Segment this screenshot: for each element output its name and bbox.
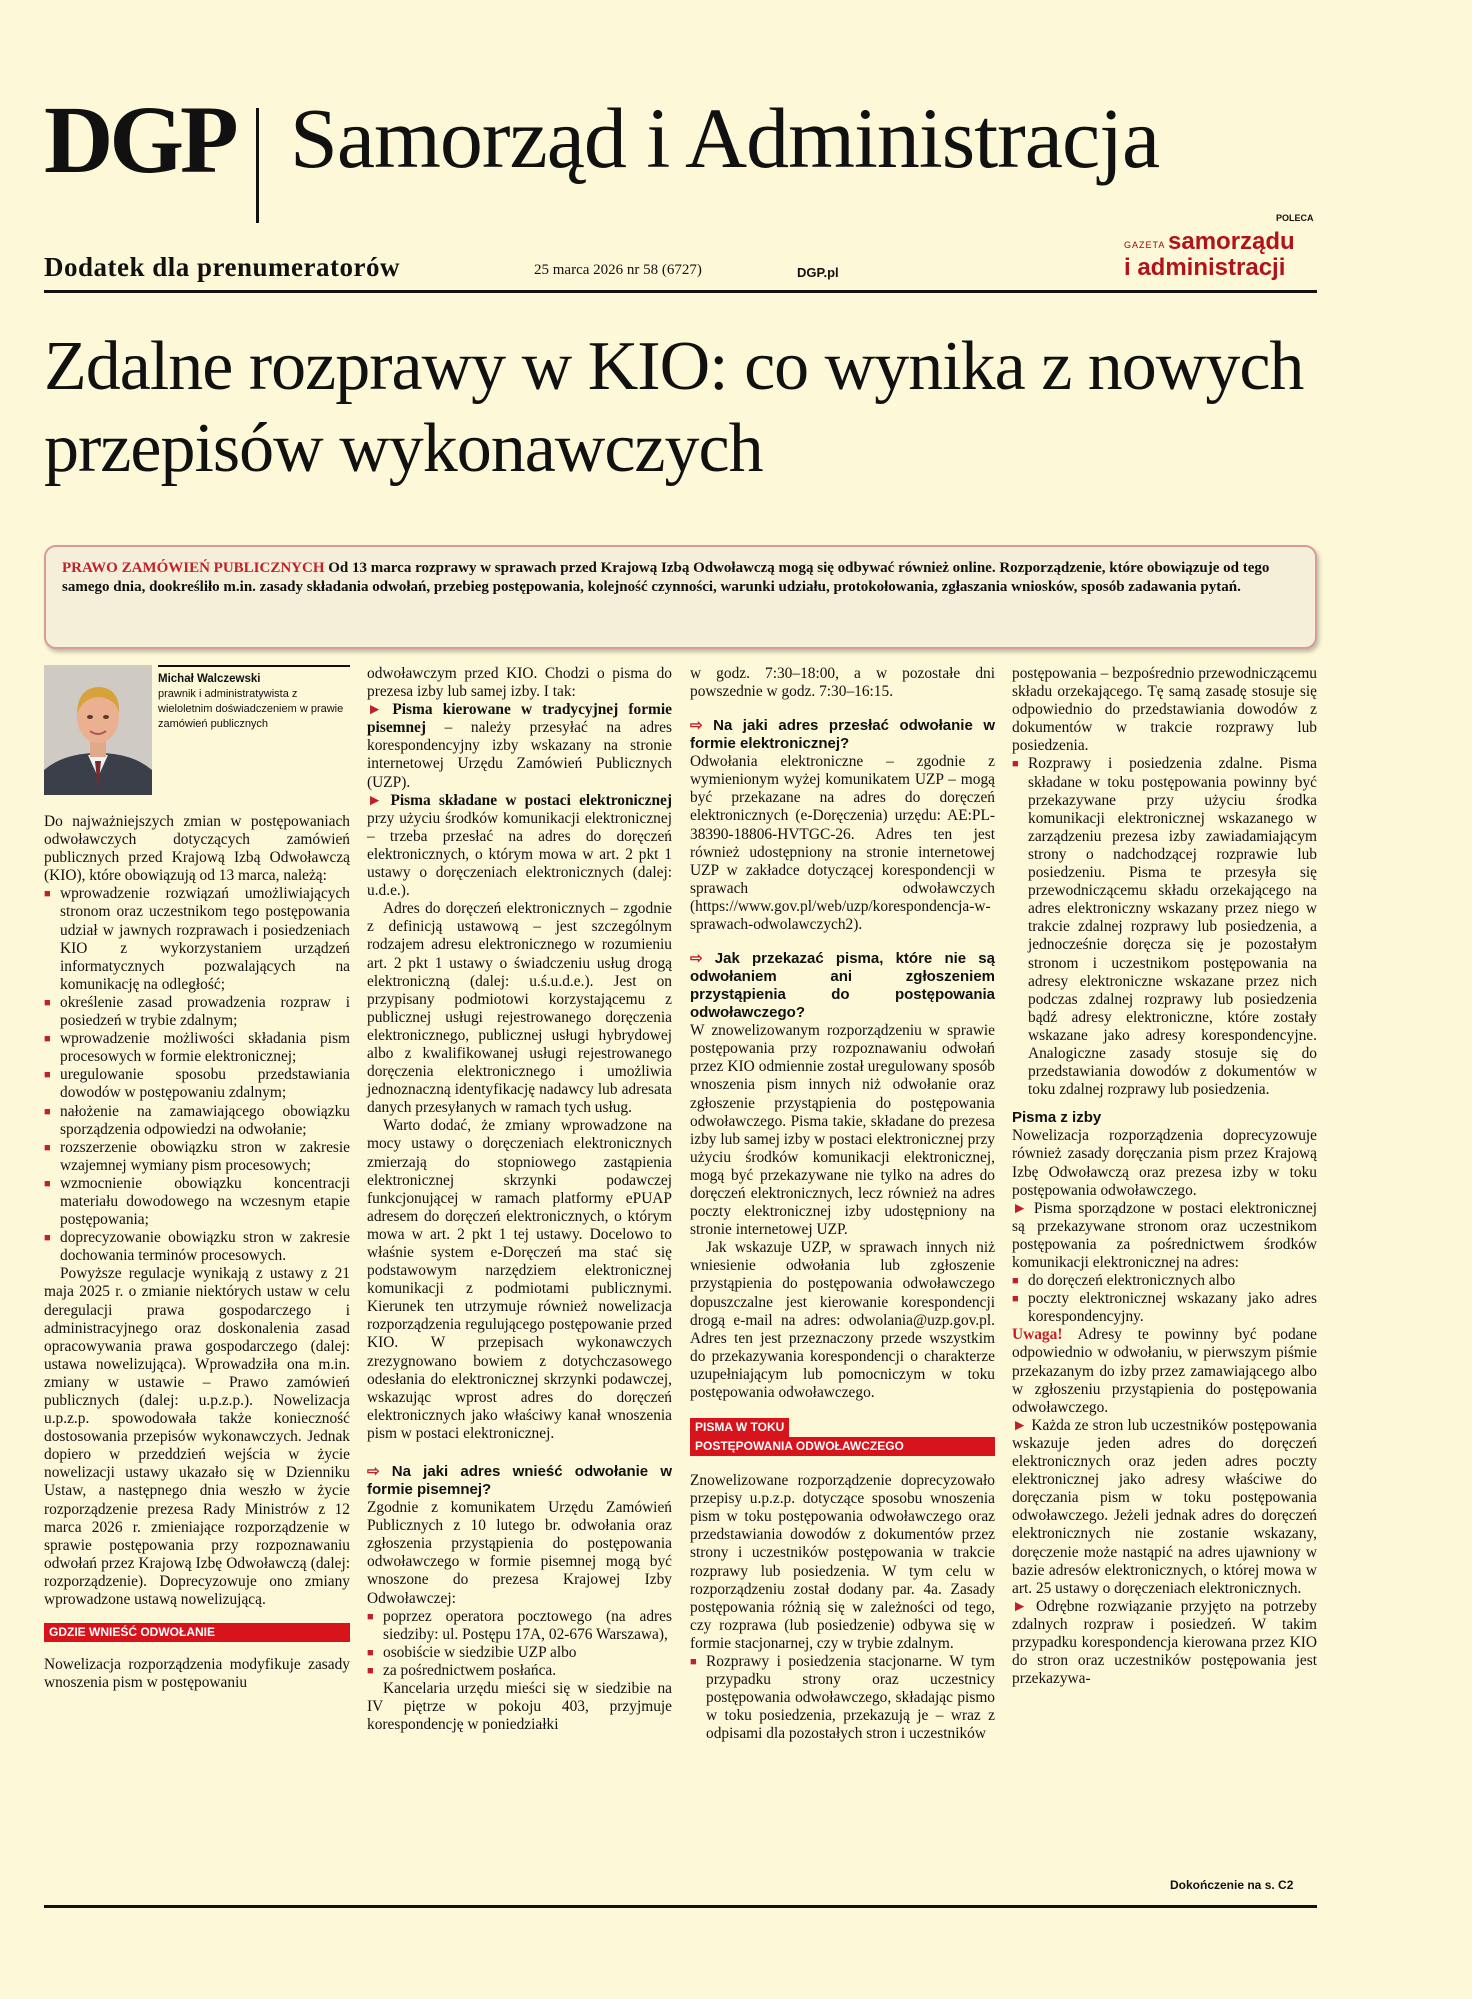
masthead-rule <box>44 290 1317 293</box>
column-3 <box>690 665 995 1744</box>
issue-date: 25 marca 2026 nr 58 (6727) <box>534 262 702 278</box>
section-title: Samorząd i Administracja <box>290 90 1160 186</box>
col2-arrow-paragraph <box>367 792 672 901</box>
site-link[interactable]: DGP.pl <box>797 265 839 280</box>
recommends-label: POLECA <box>1276 213 1314 223</box>
arrow-icon: ► <box>367 791 383 809</box>
arrow-icon: ► <box>1012 1416 1028 1434</box>
partner-brand-line2: i administracji <box>1124 254 1286 281</box>
section-bar-where-to-file: GDZIE WNIEŚĆ ODWOŁANIE <box>44 1623 350 1642</box>
list-item: ■ doprecyzowanie obowiązku stron w zakresie dochowania terminów procesowych. <box>44 1229 350 1265</box>
col4-a3-text: Odrębne rozwiązanie przyjęto na potrzeby zdalnych rozpraw i posiedzeń. W takim przypadku korespondencja kierowana przez KIO do stron oraz uczestników postępowania jest przekazywa- <box>1012 1597 1317 1688</box>
col4-arrow-paragraph <box>1012 1417 1317 1598</box>
partner-brand-line1: samorządu <box>1168 228 1295 255</box>
col2-p5: Kancelaria urzędu mieści się w siedzibie na IV piętrze w pokoju 403, przyjmuje korespondencję w poniedziałki <box>367 1679 672 1734</box>
arrow-outline-icon: ⇨ <box>367 1463 380 1481</box>
question-text: Na jaki adres przesłać odwołanie w formie elektronicznej? <box>690 717 995 753</box>
list-item: ■ nałożenie na zamawiającego obowiązku sporządzenia odpowiedzi na odwołanie; <box>44 1103 350 1139</box>
section-bar-line1: PISMA W TOKU <box>690 1418 789 1437</box>
question-text: Na jaki adres wnieść odwołanie w formie pisemnej? <box>367 1463 672 1499</box>
arrow-icon: ► <box>367 701 383 719</box>
list-item: ■ za pośrednictwem posłańca. <box>367 1662 672 1680</box>
list-item: ■ uregulowanie sposobu przedstawiania dowodów w postępowaniu zdalnym; <box>44 1066 350 1102</box>
bottom-rule <box>44 1905 1317 1908</box>
column-1 <box>44 813 350 1692</box>
list-item: ■ wprowadzenie możliwości składania pism procesowych w formie elektronicznej; <box>44 1030 350 1066</box>
address-list <box>367 1608 672 1680</box>
col2-p3: Warto dodać, że zmiany wprowadzone na mocy ustawy o doręczeniach elektronicznych zmierzają do stopniowego zastąpienia elektronicznej skrzynki podawczej funkcjonującej w ramach platformy ePUAP adresem do doręczeń elektronicznych, o którym mowa w art. 2 pkt 1 tej ustawy. Docelowo to właśnie system e-Doręczeń ma stać się podstawowym narzędziem elektronicznej komunikacji z podmiotami publicznymi. Kierunek ten utrzymuje również nowelizacja rozporządzenia regulującego postępowanie przed KIO. W przepisach wykonawczych zrezygnowano bowiem z dotychczasowego odesłania do elektronicznej skrzynki podawczej, wskazując wprost adres do doręczeń elektronicznych jako właściwy kanał wnoszenia pism w postaci elektronicznej. <box>367 1117 672 1442</box>
changes-list <box>44 885 350 1265</box>
list-item: ■ Rozprawy i posiedzenia zdalne. Pisma składane w toku postępowania powinny być przekazywane przy użyciu środka komunikacji elektronicznej wskazanego w zarządzeniu prezesa izby zawiadamiającym strony o nadchodzącej rozprawie lub posiedzeniu. Pisma te przesyła się przewodniczącemu składu orzekającego na adres elektroniczny wskazany przez niego w trakcie zdalnej rozprawy lub posiedzenia, a jednocześnie doręcza się je pozostałym stronom i uczestnikom postępowania na adresy elektroniczne wskazane przez nich podczas zdalnej rozprawy lub posiedzenia bądź adresy elektroniczne, które zostały wskazane jako adresy korespondencyjne. Analogiczne zasady stosuje się do przedstawiania dowodów z dokumentów w toku zdalnej rozprawy lub posiedzenia. <box>1012 755 1317 1099</box>
list-item: ■ poczty elektronicznej wskazany jako adres korespondencyjny. <box>1012 1290 1317 1326</box>
col1-paragraph: Powyższe regulacje wynikają z ustawy z 21 maja 2025 r. o zmianie niektórych ustaw w celu deregulacji prawa gospodarczego i administracyjnego oraz doskonalenia zasad opracowywania prawa gospodarczego (dalej: ustawa nowelizująca). Wprowadziła ona m.in. zmiany w ustawie – Prawo zamówień publicznych (dalej: u.p.z.p.). Nowelizacja u.p.z.p. spowodowała także konieczność dostosowania przepisów wykonawczych. Jednak dopiero w przeddzień wejścia w życie nowelizacji ustawy ukazało się w Dzienniku Ustaw, a następnego dnia weszło w życie rozporządzenie prezesa Rady Ministrów z 12 marca 2026 r. zmieniające rozporządzenie w sprawie postępowania przy rozpoznawaniu odwołań przez Krajową Izbę Odwoławczą (dalej: rozporządzenie). Doprecyzowuje ono zmiany wprowadzone ustawą nowelizującą. <box>44 1265 350 1609</box>
col4-p2: Nowelizacja rozporządzenia doprecyzowuje również zasady doręczania pism przez Krajową Izbę Odwoławczą oraz prezesa izby w toku postępowania odwoławczego. <box>1012 1127 1317 1199</box>
masthead-divider <box>256 108 259 223</box>
col4-a1-text: Pisma sporządzone w postaci elektronicznej są przekazywane stronom oraz uczestnikom postępowania za pośrednictwem środków komunikacji elektronicznej na adres: <box>1012 1199 1317 1271</box>
list-item: ■ poprzez operatora pocztowego (na adres siedziby: ul. Postępu 17A, 02-676 Warszawa), <box>367 1608 672 1644</box>
author-portrait-image <box>44 665 152 795</box>
lead-box <box>44 545 1317 649</box>
question-heading <box>690 717 995 753</box>
col4-arrow-paragraph <box>1012 1598 1317 1688</box>
delivery-list <box>1012 1272 1317 1326</box>
warning-label: Uwaga! <box>1012 1326 1063 1344</box>
col2-p1: odwoławczym przed KIO. Chodzi o pisma do prezesa izby lub samej izby. I tak: <box>367 665 672 701</box>
list-item: ■ Rozprawy i posiedzenia stacjonarne. W tym przypadku strony oraz uczestnicy postępowania odwoławczego, składając pismo w toku posiedzenia, przekazują je – wraz z odpisami dla pozostałych stron i uczestników <box>690 1653 995 1743</box>
col3-p2: Odwołania elektroniczne – zgodnie z wymienionym wyżej komunikatem UZP – mogą być przekazane na adres do doręczeń elektronicznych (e-Doręczenia) urzędu: AE:PL-38390-18806-HVTGC-26. Adres ten jest również udostępniony na stronie internetowej UZP w zakładce dotyczącej korespondencji w sprawach odwoławczych (https://www.gov.pl/web/uzp/korespondencja-w-sprawach-odwolawczych2). <box>690 753 995 934</box>
partner-gazeta-label: GAZETA <box>1124 240 1166 250</box>
column-2 <box>367 665 672 1734</box>
author-rule <box>158 665 350 667</box>
arrow-outline-icon: ⇨ <box>690 950 703 968</box>
author-name: Michał Walczewski <box>158 673 261 685</box>
col4-arrow-paragraph <box>1012 1200 1317 1272</box>
article-headline: Zdalne rozprawy w KIO: co wynika z nowych przepisów wykonawczych <box>44 328 1304 487</box>
list-item: ■ do doręczeń elektronicznych albo <box>1012 1272 1317 1290</box>
col1-tail: Nowelizacja rozporządzenia modyfikuje zasady wnoszenia pism w postępowaniu <box>44 1656 350 1692</box>
col4-a2-text: Każda ze stron lub uczestników postępowania wskazuje jeden adres do doręczeń elektronicznych oraz jeden adres poczty elektronicznej jako adresy właściwe do doręczania pism w toku postępowania odwoławczego. Jeżeli jednak adres do doręczeń elektronicznych nie zostanie wskazany, doręczenie może nastąpić na adres ujawniony w bazie adresów elektronicznych, o której mowa w art. 25 ustawy o doręczeniach elektronicznych. <box>1012 1416 1317 1597</box>
col3-p3: W znowelizowanym rozporządzeniu w sprawie postępowania przy rozpoznawaniu odwołań przez KIO odmiennie został uregulowany sposób wnoszenia pism innych niż odwołanie oraz zgłoszenie przystąpienia do postępowania odwoławczego. Pisma takie, składane do prezesa izby lub samej izby w postaci elektronicznej przy użyciu środków komunikacji elektronicznej, mogą być przekazywane nie tylko na adres do doręczeń elektronicznych, lecz również na adres poczty elektronicznej izby udostępniony na stronie internetowej UZP. <box>690 1022 995 1239</box>
section-bar-line2: POSTĘPOWANIA ODWOŁAWCZEGO <box>690 1437 995 1456</box>
col2-a1-bold: Pisma kierowane w tradycyjnej formie pisemnej <box>367 701 672 737</box>
col3-list <box>690 1653 995 1743</box>
col2-arrow-paragraph <box>367 701 672 791</box>
supplement-label: Dodatek dla prenumeratorów <box>44 252 400 282</box>
col3-p5: Znowelizowane rozporządzenie doprecyzowało przepisy u.p.z.p. dotyczące sposobu wnoszenia pism w toku postępowania odwoławczego oraz przedstawiania dowodów z dokumentów przez strony i uczestników postępowania w trakcie rozprawy lub posiedzenia. W tym celu w rozporządzeniu został dodany par. 4a. Zasady postępowania różnią się w zależności od tego, czy rozprawa (lub posiedzenie) odbywa się w formie stacjonarnej, czy w trybie zdalnym. <box>690 1472 995 1652</box>
question-heading <box>367 1463 672 1499</box>
list-item: ■ wzmocnienie obowiązku koncentracji materiału dowodowego na wczesnym etapie postępowania; <box>44 1175 350 1229</box>
list-item: ■ wprowadzenie rozwiązań umożliwiających stronom oraz uczestnikom tego postępowania udział w jawnych rozprawach i posiedzeniach KIO z wykorzystaniem urządzeń informatycznych pozwalających na komunikację na odległość; <box>44 885 350 994</box>
list-item: ■ rozszerzenie obowiązku stron w zakresie wzajemnej wymiany pism procesowych; <box>44 1139 350 1175</box>
col2-a2-text: przy użyciu środków komunikacji elektronicznej – trzeba przesłać na adres do doręczeń elektronicznych, o którym mowa w art. 2 pkt 1 ustawy o doręczeniach elektronicznych (dalej: u.d.e.). <box>367 809 672 900</box>
lead-kicker: PRAWO ZAMÓWIEŃ PUBLICZNYCH <box>62 560 325 576</box>
col2-a1-text: – należy przesyłać na adres korespondencyjny izby wskazany na stronie internetowej Urzędu Zamówień Publicznych (UZP). <box>367 719 672 791</box>
question-text: Jak przekazać pisma, które nie są odwołaniem ani zgłoszeniem przystąpienia do postępowania odwoławczego? <box>690 950 995 1022</box>
dgp-logo: DGP <box>44 86 235 193</box>
col2-p2: Adres do doręczeń elektronicznych – zgodnie z definicją ustawową – jest szczególnym rodzajem adresu elektronicznego w rozumieniu art. 2 pkt 1 ustawy o świadczeniu usług drogą elektroniczną (dalej: u.ś.u.d.e.). Jest on przypisany podmiotowi korzystającemu z publicznej usługi rejestrowanego doręczenia elektronicznego, publicznej usługi hybrydowej albo z kwalifikowanej usługi rejestrowanego doręczenia elektronicznego i umożliwia jednoznaczną identyfikację nadawcy lub adresata danych przesyłanych w ramach tych usług. <box>367 900 672 1117</box>
arrow-icon: ► <box>1012 1597 1028 1615</box>
list-item: ■ określenie zasad prowadzenia rozpraw i posiedzeń w trybie zdalnym; <box>44 994 350 1030</box>
lead-paragraph <box>62 559 1299 597</box>
column-4 <box>1012 665 1317 1688</box>
arrow-outline-icon: ⇨ <box>690 717 703 735</box>
col3-p4: Jak wskazuje UZP, w sprawach innych niż wniesienie odwołania lub zgłoszenie przystąpienia do postępowania odwoławczego dopuszczalne jest kierowanie korespondencji drogą e-mail na adres: odwolania@uzp.gov.pl. Adres ten jest przeznaczony przede wszystkim do przekazywania korespondencji o charakterze uzupełniającym lub pomocniczym w toku postępowania odwoławczego. <box>690 1239 995 1401</box>
col3-p1: w godz. 7:30–18:00, a w pozostałe dni powszednie w godz. 7:30–16:15. <box>690 665 995 701</box>
author-photo <box>44 665 152 795</box>
col4-note <box>1012 1326 1317 1416</box>
col2-a2-bold: Pisma składane w postaci elektronicznej <box>390 791 672 809</box>
list-item: ■ osobiście w siedzibie UZP albo <box>367 1644 672 1662</box>
arrow-icon: ► <box>1012 1199 1028 1217</box>
col1-intro: Do najważniejszych zmian w postępowaniach odwoławczych dotyczących zamówień publicznych przed Krajową Izbą Odwoławczą (KIO), które obowiązują od 13 marca, należą: <box>44 813 350 885</box>
lead-text: Od 13 marca rozprawy w sprawach przed Krajową Izbą Odwoławczą mogą się odbywać również online. Rozporządzenie, które obowiązuje od tego samego dnia, dookreśliło m.in. zasady składania odwołań, przebieg postępowania, kolejność czynności, warunki udziału, protokołowania, zgłaszania wniosków, sposób zadawania pytań. <box>62 560 1270 595</box>
subheading: Pisma z izby <box>1012 1109 1102 1127</box>
col4-note-text: Adresy te powinny być podane odpowiednio w odwołaniu, w pierwszym piśmie przekazanym do izby przez zamawiającego albo w zgłoszeniu przystąpienia do postępowania odwoławczego. <box>1012 1326 1317 1416</box>
author-bio: prawnik i administratywista z wieloletnim doświadczeniem w prawie zamówień publicznych <box>158 688 344 730</box>
question-heading <box>690 950 995 1022</box>
continued-note: Dokończenie na s. C2 <box>1170 1878 1294 1892</box>
author-box <box>158 672 352 732</box>
col2-p4: Zgodnie z komunikatem Urzędu Zamówień Publicznych z 10 lutego br. odwołania oraz zgłoszenia przystąpienia do postępowania odwoławczego w formie pisemnej mogą być wnoszone do prezesa Krajowej Izby Odwoławczej: <box>367 1499 672 1607</box>
col4-list <box>1012 755 1317 1099</box>
col4-p1: postępowania – bezpośrednio przewodniczącemu składu orzekającego. Tę samą zasadę stosuje się odpowiednio do przedstawiania dowodów z dokumentów w trakcie rozprawy lub posiedzenia. <box>1012 665 1317 755</box>
